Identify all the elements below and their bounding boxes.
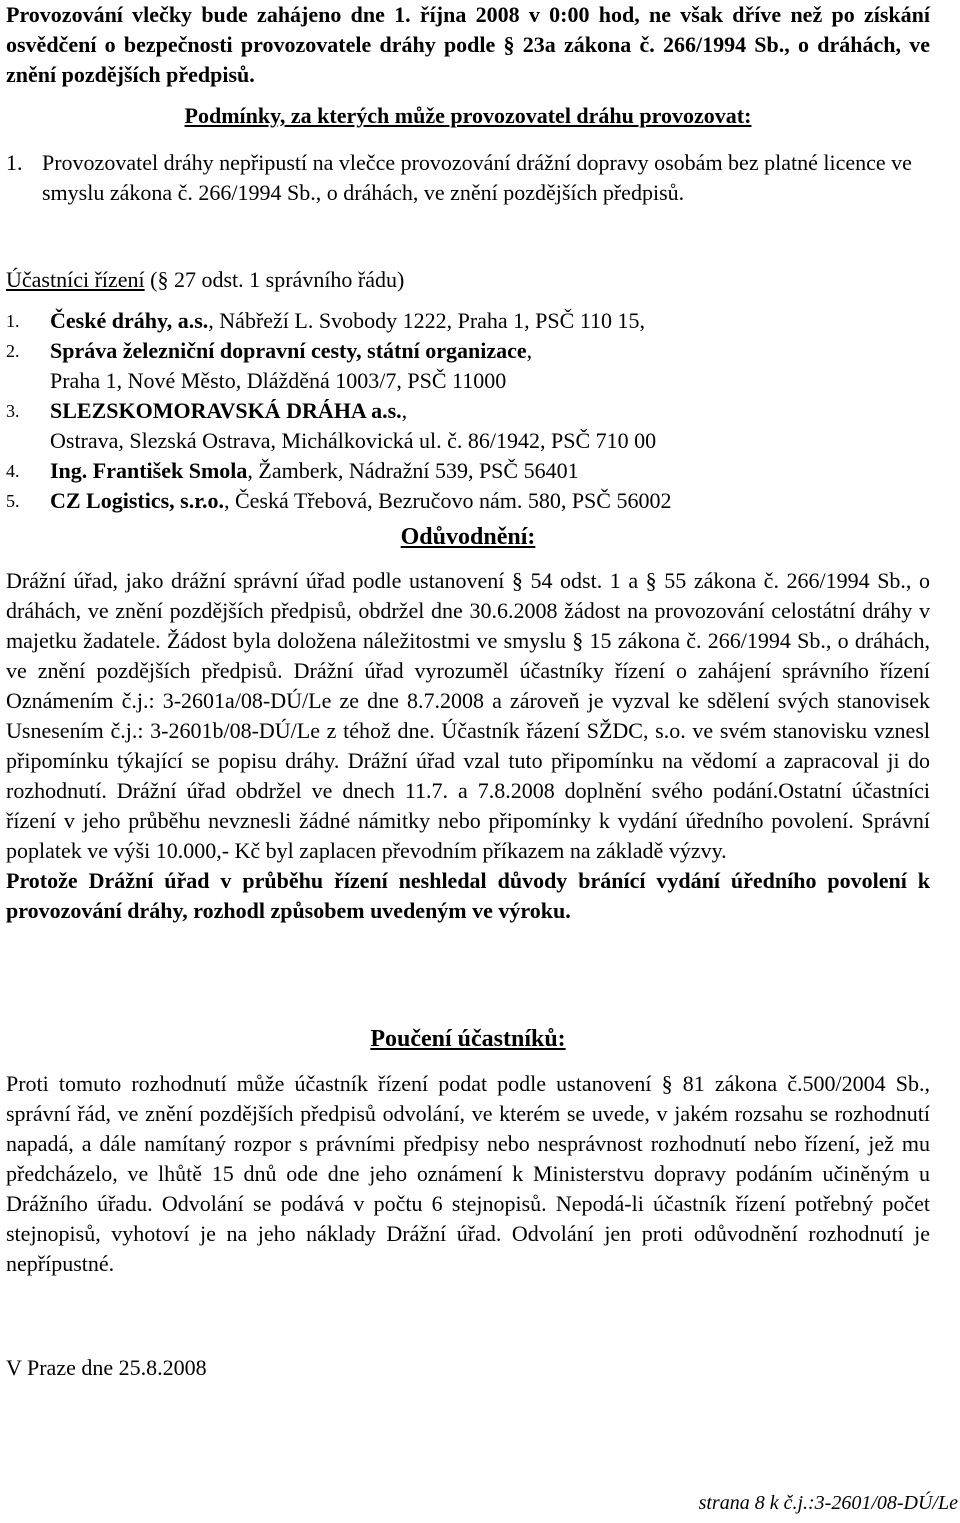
participants-heading <box>6 265 404 295</box>
condition-item <box>6 148 930 208</box>
reasoning-paragraph: Drážní úřad, jako drážní správní úřad podle ustanovení § 54 odst. 1 a § 55 zákona č. 266/1994 Sb., o dráhách, ve znění pozdějších předpisů, obdržel dne 30.6.2008 žádost na provozování celostátní dráhy v majetku žadatele. Žádost byla doložena náležitostmi ve smyslu § 15 zákona č. 266/1994 Sb., o dráhách, ve znění pozdějších předpisů. Drážní úřad vyrozuměl účastníky řízení o zahájení správního řízení Oznámením č.j.: 3-2601a/08-DÚ/Le ze dne 8.7.2008 a zároveň je vyzval ke sdělení svých stanovisek Usnesením č.j.: 3-2601b/08-DÚ/Le z téhož dne. Účastník řázení SŽDC, s.o. ve svém stanovisku vznesl připomínku týkající se popisu dráhy. Drážní úřad vzal tuto připomínku na vědomí a zapracoval ji do rozhodnutí. Drážní úřad obdržel ve dnech 11.7. a 7.8.2008 doplnění svého podání.Ostatní účastníci řízení v jeho průběhu nevznesli žádné námitky nebo připomínky k vydání úředního povolení. Správní poplatek ve výši 10.000,- Kč byl zaplacen převodním příkazem na základě výzvy. <box>6 568 930 863</box>
reasoning-section <box>6 566 930 926</box>
participant-number: 4. <box>6 461 20 481</box>
participant-number: 3. <box>6 401 20 421</box>
participant-address: , <box>526 338 533 363</box>
condition-number: 1. <box>6 150 23 175</box>
participant-address: , <box>401 398 408 423</box>
participant-item <box>6 486 930 516</box>
instructions-paragraph: Proti tomuto rozhodnutí může účastník řízení podat podle ustanovení § 81 zákona č.500/2004 Sb., správní řád, ve znění pozdějších předpisů odvolání, ve kterém se uvede, v jakém rozsahu se rozhodnutí napadá, a dále namítaný rozpor s právními předpisy nebo nesprávnost rozhodnutí nebo řízení, jež mu předcházelo, ve lhůtě 15 dnů ode dne jeho oznámení k Ministerstvu dopravy podáním učiněným u Drážního úřadu. Odvolání se podává v počtu 6 stejnopisů. Nepodá-li účastník řízení potřebný počet stejnopisů, vyhotoví je na jeho náklady Drážní úřad. Odvolání jen proti odůvodnění rozhodnutí je nepřípustné. <box>6 1071 930 1276</box>
conditions-heading: Podmínky, za kterých může provozovatel dráhu provozovat: <box>184 103 752 128</box>
participant-number: 5. <box>6 491 20 511</box>
participant-address: , Nábřeží L. Svobody 1222, Praha 1, PSČ 110 15, <box>208 308 646 333</box>
participant-address: , Česká Třebová, Bezručovo nám. 580, PSČ 56002 <box>223 488 672 513</box>
participant-address: , Žamberk, Nádražní 539, PSČ 56401 <box>247 458 579 483</box>
participant-subaddress: Ostrava, Slezská Ostrava, Michálkovická ul. č. 86/1942, PSČ 710 00 <box>50 428 657 453</box>
participant-name: České dráhy, a.s. <box>50 308 209 333</box>
participant-item <box>6 396 930 456</box>
participant-number: 2. <box>6 341 20 361</box>
participants-heading-rest: (§ 27 odst. 1 správního řádu) <box>144 267 405 292</box>
date-line: V Praze dne 25.8.2008 <box>6 1355 207 1380</box>
participant-name: CZ Logistics, s.r.o. <box>50 488 224 513</box>
participant-name: SLEZSKOMORAVSKÁ DRÁHA a.s. <box>50 398 402 423</box>
participant-number: 1. <box>6 311 20 331</box>
participants-heading-underlined: Účastníci řízení <box>6 267 145 292</box>
intro-paragraph: Provozování vlečky bude zahájeno dne 1. října 2008 v 0:00 hod, ne však dříve než po získání osvědčení o bezpečnosti provozovatele dráhy podle § 23a zákona č. 266/1994 Sb., o dráhách, ve znění pozdějších předpisů. <box>6 2 930 87</box>
participant-name: Ing. František Smola <box>50 458 248 483</box>
reasoning-heading: Odůvodnění: <box>400 524 536 550</box>
condition-text: Provozovatel dráhy nepřipustí na vlečce provozování drážní dopravy osobám bez platné licence ve smyslu zákona č. 266/1994 Sb., o dráhách, ve znění pozdějších předpisů. <box>42 150 912 205</box>
instructions-heading: Poučení účastníků: <box>370 1026 566 1052</box>
participant-name: Správa železniční dopravní cesty, státní organizace <box>50 338 527 363</box>
participants-list <box>6 306 930 516</box>
participant-item <box>6 336 930 396</box>
reasoning-conclusion: Protože Drážní úřad v průběhu řízení neshledal důvody bránící vydání úředního povolení k provozování dráhy, rozhodl způsobem uvedeným ve výroku. <box>6 868 930 923</box>
page-footer: strana 8 k č.j.:3-2601/08-DÚ/Le <box>698 1492 958 1514</box>
conditions-list <box>6 148 930 208</box>
participant-item <box>6 306 930 336</box>
participant-subaddress: Praha 1, Nové Město, Dlážděná 1003/7, PSČ 11000 <box>50 368 507 393</box>
participant-item <box>6 456 930 486</box>
